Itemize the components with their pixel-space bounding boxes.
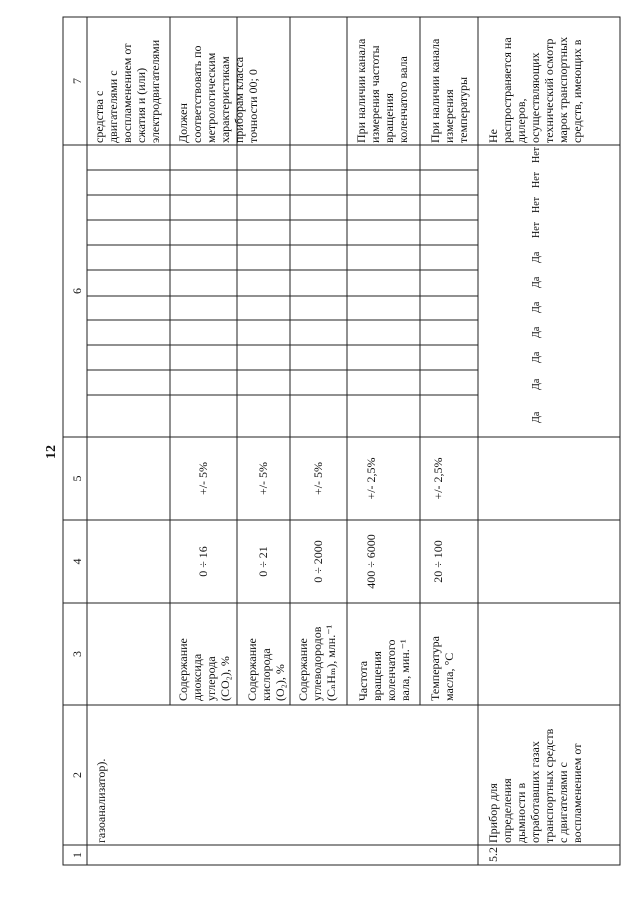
applicability-7: Да <box>531 251 542 263</box>
param-oil-temp: Температура масла, °С <box>428 636 456 701</box>
applicability-3: Да <box>531 351 542 363</box>
range-hc: 0 ÷ 2000 <box>311 540 325 583</box>
param-hc: Содержание углеводородов (CₙHₘ), млн.⁻¹ <box>296 624 338 701</box>
row-5-2-number: 5.2 <box>486 847 500 862</box>
header-col-3: 3 <box>70 651 84 657</box>
range-co2: 0 ÷ 16 <box>196 546 210 577</box>
applicability-5: Да <box>531 301 542 313</box>
param-co2: Содержание диоксида углерода (CO₂), % <box>176 638 232 701</box>
applicability-9: Нет <box>531 196 542 213</box>
applicability-1: Да <box>531 411 542 423</box>
param-o2: Содержание кислорода (O₂), % <box>245 638 287 701</box>
applicability-2: Да <box>531 378 542 390</box>
error-rpm: +/- 2,5% <box>364 457 378 500</box>
range-o2: 0 ÷ 21 <box>256 546 270 577</box>
param-rpm: Частота вращения коленчатого вала, мин.⁻¹ <box>356 639 412 701</box>
page-number: 12 <box>44 445 59 459</box>
header-col-6: 6 <box>70 288 84 294</box>
error-o2: +/- 5% <box>256 461 270 496</box>
col2-top-text: газоанализатор). <box>94 758 108 843</box>
row-5-2-name: Прибор для определения дымности в отработавших газах транспортных средств с двигателями с воспламенением от <box>486 728 584 843</box>
note-rpm: При наличии канала измерения частоты вращения коленчатого вала <box>354 38 410 143</box>
applicability-6: Да <box>531 276 542 288</box>
applicability-11: Нет <box>531 146 542 163</box>
header-col-7: 7 <box>70 78 84 84</box>
row-5-2-note: Не распространяется на дилеров, осуществляющих технический осмотр марок транспортных средств, имеющих в <box>486 36 584 143</box>
header-col-4: 4 <box>70 558 84 565</box>
col7-top-note: средства с двигателями с воспламенением от сжатия и (или) электродвигателями <box>92 39 162 143</box>
applicability-10: Нет <box>531 171 542 188</box>
note-oil-temp: При наличии канала измерения температуры <box>428 38 470 143</box>
note-co2: Должен соответствовать по метрологическим характеристикам приборам класса точности 00; 0 <box>176 45 260 143</box>
applicability-4: Да <box>531 326 542 338</box>
range-oil-temp: 20 ÷ 100 <box>431 540 445 583</box>
header-col-5: 5 <box>70 475 84 482</box>
range-rpm: 400 ÷ 6000 <box>364 534 378 589</box>
error-oil-temp: +/- 2,5% <box>431 457 445 500</box>
error-hc: +/- 5% <box>311 461 325 496</box>
header-col-1: 1 <box>70 852 84 858</box>
header-col-2: 2 <box>70 772 84 778</box>
applicability-8: Нет <box>531 221 542 238</box>
error-co2: +/- 5% <box>196 461 210 496</box>
